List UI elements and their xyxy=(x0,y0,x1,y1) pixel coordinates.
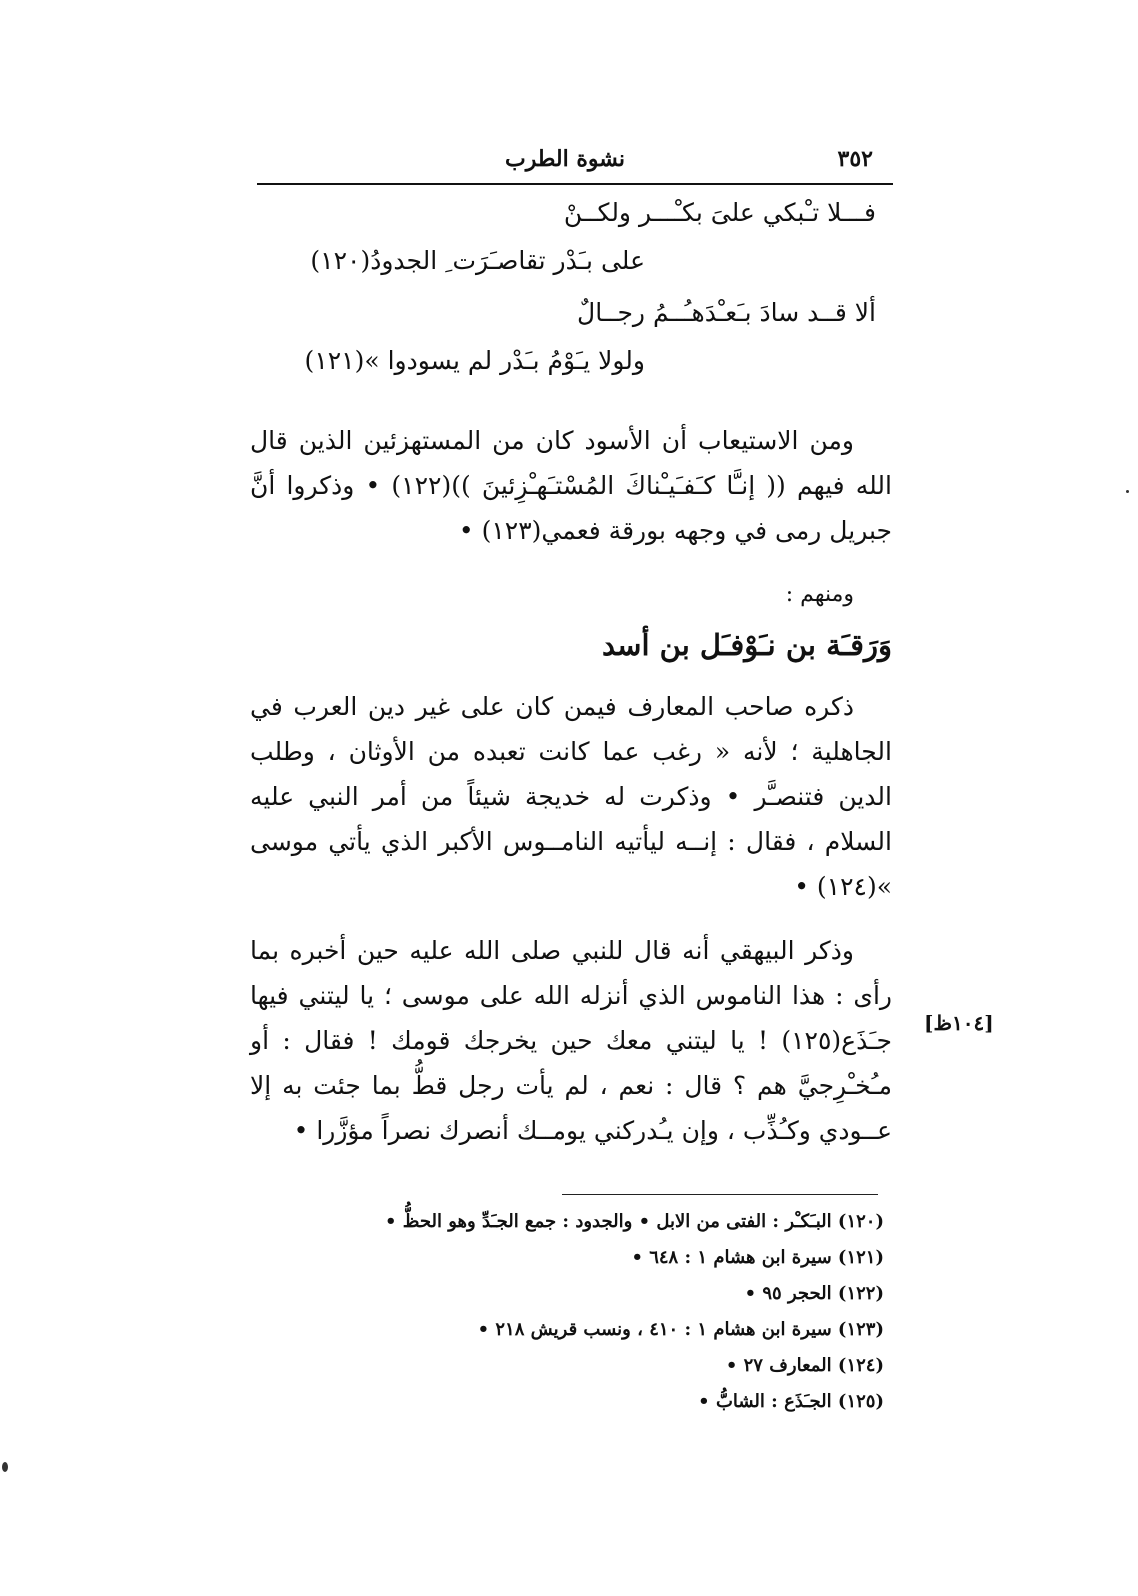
footnote-124: (١٢٤) المعارف ٢٧ • xyxy=(725,1355,884,1376)
footnotes xyxy=(250,1204,884,1420)
verse-line-4: ولولا يـَوْمُ بـَدْر لم يسودوا »(١٢١) xyxy=(304,346,645,375)
paragraph-bayhaqi: وذكر البيهقي أنه قال للنبي صلى الله عليه حين أخبره بما رأى : هذا الناموس الذي أنزله الله على موسى ؛ يا ليتني فيها جـَذَع(١٢٥) ! يا ليتني معك حين يخرجك قومك ! فقال : أو مـُخـْرِجيَّ هم ؟ قال : نعم ، لم يأت رجل قطُّ بما جئت به إلا عــودي وكـُذِّب ، وإن يـُدركني يومــك أنصرك نصراً مؤزَّرا • xyxy=(250,936,892,1145)
paragraph-maarif: ذكره صاحب المعارف فيمن كان على غير دين العرب في الجاهلية ؛ لأنه « رغب عما كانت تعبده من الأوثان ، وطلب الدين فتنصـَّر • وذكرت له خديجة شيئاً من أمر النبي عليه السلام ، فقال : إنــه ليأتيه النامــوس الأكبر الذي يأتي موسى »(١٢٤) • xyxy=(250,692,892,901)
verse-line-3: ألا قــد سادَ بـَعـْدَهـُــمُ رجــالٌ xyxy=(577,298,876,327)
page-number: ٣٥٢ xyxy=(837,146,873,172)
paragraph-istiab: ومن الاستيعاب أن الأسود كان من المستهزئين الذين قال الله فيهم (( إنـَّا كـَفـَيـْناكَ المُسْتـَهـْزِئينَ ))(١٢٢) • وذكروا أنَّ جبريل رمى في وجهه بورقة فعمي(١٢٣) • xyxy=(250,426,892,545)
folio-margin-note: [١٠٤ظ] xyxy=(924,1011,994,1035)
footnote-125: (١٢٥) الجـَذَع : الشابُّ • xyxy=(698,1391,884,1412)
footnote-123: (١٢٣) سيرة ابن هشام ١ : ٤١٠ ، ونسب قريش ٢١٨ • xyxy=(477,1319,884,1340)
scan-speck xyxy=(2,1462,8,1472)
header-rule xyxy=(257,183,893,185)
scan-speck xyxy=(1126,490,1129,493)
verse-line-2: على بـَدْر تقاصـَرَت ِ الجدودُ(١٢٠) xyxy=(310,246,645,275)
footnote-122: (١٢٢) الحجر ٩٥ • xyxy=(744,1283,884,1304)
footnote-121: (١٢١) سيرة ابن هشام ١ : ٦٤٨ • xyxy=(631,1247,884,1268)
footnote-rule xyxy=(562,1194,878,1195)
verse-line-1: فـــلا تـْبكي علىَ بكـْـــر ولكــنْ xyxy=(563,198,876,227)
page-header xyxy=(0,146,1138,180)
footnote-120: (١٢٠) البـَكـْر : الفتى من الابل • والجدود : جمع الجـَدِّ وهو الحظُّ • xyxy=(384,1211,884,1232)
running-title: نشوة الطرب xyxy=(505,146,626,172)
section-heading: وَرَقـَة بن نـَوْفـَل بن أسد xyxy=(601,628,892,662)
label-minhum: ومنهم : xyxy=(785,582,854,607)
